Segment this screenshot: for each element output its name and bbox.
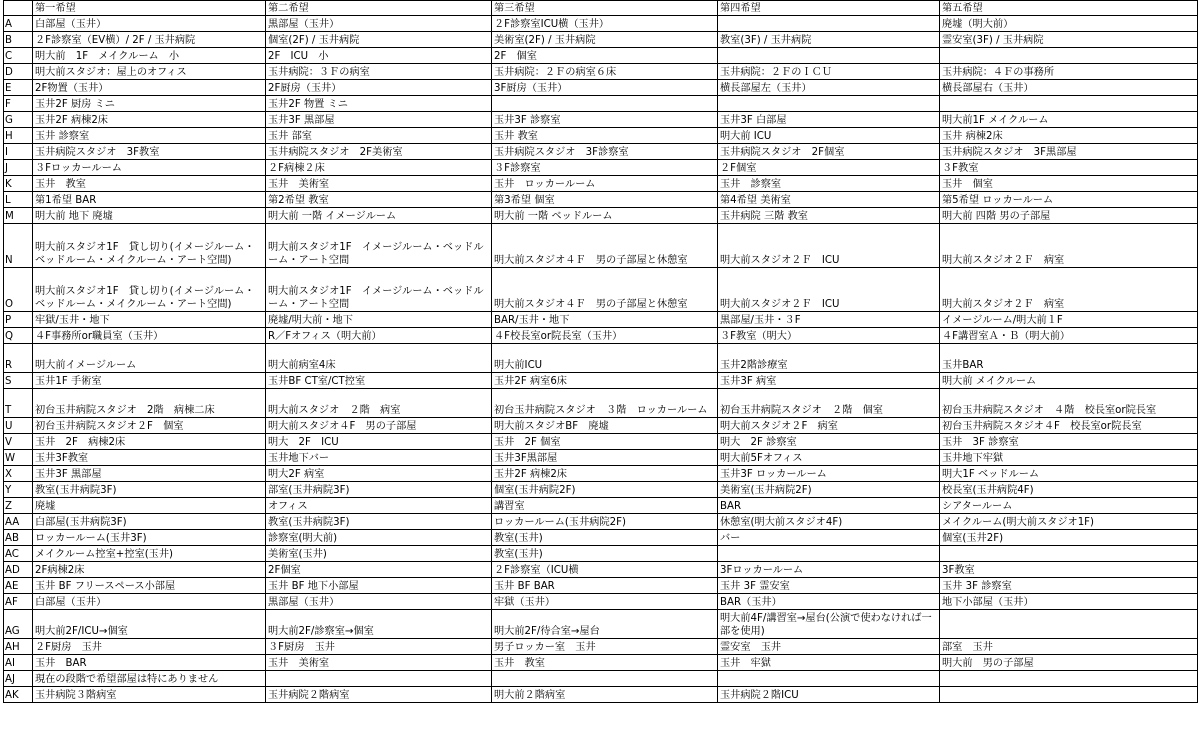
table-cell[interactable]: ３F教室 [940,160,1198,176]
table-cell[interactable]: 明大前スタジオ1F イメージルーム・ベッドルーム・アート空間 [266,224,492,268]
table-cell[interactable]: 初台玉井病院スタジオ ２階 個室 [718,389,940,418]
row-label[interactable]: U [4,418,33,434]
table-cell[interactable]: 明大前スタジオ４Ｆ 男の子部屋と休憩室 [492,224,718,268]
table-cell[interactable]: 玉井3F 黒部屋 [33,466,266,482]
table-cell[interactable]: 明大前 一階 ベッドルーム [492,208,718,224]
table-cell[interactable] [492,671,718,687]
row-label[interactable]: I [4,144,33,160]
table-row [4,546,1198,562]
table-body [4,16,1198,703]
table-cell[interactable]: ロッカールーム(玉井病院2F) [492,514,718,530]
table-cell[interactable]: 玉井 2F 病棟2床 [33,434,266,450]
table-cell[interactable]: 横長部屋左（玉井） [718,80,940,96]
table-row [4,208,1198,224]
table-cell[interactable]: 黒部屋（玉井） [266,16,492,32]
table-cell[interactable]: 明大前 地下 廃墟 [33,208,266,224]
table-row [4,344,1198,373]
table-cell[interactable]: 教室(3F) / 玉井病院 [718,32,940,48]
table-cell[interactable]: 美術室(玉井) [266,546,492,562]
table-cell[interactable]: 横長部屋右（玉井） [940,80,1198,96]
table-cell[interactable]: 明大前 一階 イメージルーム [266,208,492,224]
row-label[interactable]: Z [4,498,33,514]
table-cell[interactable]: 玉井 教室 [33,176,266,192]
table-cell[interactable]: 霊安室(3F) / 玉井病院 [940,32,1198,48]
header-cell[interactable]: 第四希望 [718,1,940,16]
table-cell[interactable] [718,16,940,32]
table-cell[interactable]: 玉井地下バー [266,450,492,466]
row-label[interactable]: R [4,344,33,373]
table-cell[interactable]: 明大前2F/診察室→個室 [266,610,492,639]
table-cell[interactable]: 玉井病院２階病室 [266,687,492,703]
row-label[interactable]: A [4,16,33,32]
table-row [4,655,1198,671]
table-cell[interactable]: 休憩室(明大前スタジオ4F) [718,514,940,530]
table-cell[interactable]: 玉井 ロッカールーム [492,176,718,192]
row-label[interactable]: AG [4,610,33,639]
table-cell[interactable]: 玉井 BF フリースペース小部屋 [33,578,266,594]
table-row [4,498,1198,514]
table-row [4,128,1198,144]
table-cell[interactable]: 初台玉井病院スタジオ 2階 病棟二床 [33,389,266,418]
table-row [4,434,1198,450]
table-cell[interactable]: 玉井 部室 [266,128,492,144]
header-cell[interactable]: 第五希望 [940,1,1198,16]
table-cell[interactable]: ３F厨房 玉井 [266,639,492,655]
header-cell[interactable]: 第三希望 [492,1,718,16]
table-cell[interactable]: 明大前1F メイクルーム [940,112,1198,128]
table-cell[interactable]: 玉井3F 病室 [718,373,940,389]
table-cell[interactable]: 玉井3F黒部屋 [492,450,718,466]
row-label[interactable]: M [4,208,33,224]
table-row [4,32,1198,48]
row-label[interactable]: C [4,48,33,64]
row-label[interactable]: L [4,192,33,208]
table-cell[interactable]: 玉井 病棟2床 [940,128,1198,144]
table-cell[interactable]: 玉井1F 手術室 [33,373,266,389]
table-cell[interactable]: 玉井病院スタジオ 2F美術室 [266,144,492,160]
table-cell[interactable]: ２F厨房 玉井 [33,639,266,655]
table-cell[interactable]: 初台玉井病院スタジオ ３階 ロッカールーム [492,389,718,418]
table-cell[interactable]: 玉井 3F 診察室 [940,434,1198,450]
table-cell[interactable]: 第2希望 教室 [266,192,492,208]
table-cell[interactable]: メイクルーム(明大前スタジオ1F) [940,514,1198,530]
table-cell[interactable]: 白部屋(玉井病院3F) [33,514,266,530]
table-row [4,112,1198,128]
table-cell[interactable]: 明大前スタジオ ２階 病室 [266,389,492,418]
table-cell[interactable]: 2F物置（玉井） [33,80,266,96]
row-label[interactable]: Y [4,482,33,498]
table-cell[interactable]: 校長室(玉井病院4F) [940,482,1198,498]
table-row [4,160,1198,176]
table-cell[interactable]: 霊安室 玉井 [718,639,940,655]
table-cell[interactable]: ３Fロッカールーム [33,160,266,176]
row-label[interactable]: AH [4,639,33,655]
table-cell[interactable]: 明大前２階病室 [492,687,718,703]
table-cell[interactable]: 第1希望 BAR [33,192,266,208]
row-label[interactable]: G [4,112,33,128]
row-label[interactable]: AB [4,530,33,546]
table-cell[interactable]: ２F診察室ICU横（玉井） [492,16,718,32]
table-cell[interactable]: イメージルーム/明大前１F [940,312,1198,328]
table-cell[interactable]: 玉井2F 病棟2床 [492,466,718,482]
table-cell[interactable]: 初台玉井病院スタジオ ４階 校長室or院長室 [940,389,1198,418]
table-cell[interactable]: 第4希望 美術室 [718,192,940,208]
row-label[interactable]: H [4,128,33,144]
table-cell[interactable]: 玉井病院スタジオ 3F黒部屋 [940,144,1198,160]
table-cell[interactable] [940,48,1198,64]
table-cell[interactable]: 明大前スタジオ４F 男の子部屋 [266,418,492,434]
table-cell[interactable]: 2F ICU 小 [266,48,492,64]
table-cell[interactable]: 玉井2F 病室6床 [492,373,718,389]
table-cell[interactable] [940,96,1198,112]
row-label[interactable]: T [4,389,33,418]
table-cell[interactable] [940,610,1198,639]
table-cell[interactable]: 玉井3F 白部屋 [718,112,940,128]
room-preference-table [3,0,1198,703]
table-cell[interactable]: 白部屋（玉井） [33,594,266,610]
table-cell[interactable]: 3Fロッカールーム [718,562,940,578]
row-label[interactable]: O [4,268,33,312]
table-cell[interactable]: 玉井病院：２Ｆの病室６床 [492,64,718,80]
table-row [4,610,1198,639]
table-cell[interactable]: BAR（玉井） [718,594,940,610]
table-cell[interactable]: ２F個室 [718,160,940,176]
table-cell[interactable]: 明大1F ベッドルーム [940,466,1198,482]
table-row [4,48,1198,64]
table-cell[interactable]: 玉井2F 物置 ミニ [266,96,492,112]
row-label[interactable]: AI [4,655,33,671]
row-label[interactable]: B [4,32,33,48]
table-row [4,16,1198,32]
table-cell[interactable]: 廃墟 [33,498,266,514]
table-cell[interactable]: 玉井 2F 個室 [492,434,718,450]
table-cell[interactable] [940,687,1198,703]
table-cell[interactable]: 明大前 メイクルーム [940,373,1198,389]
table-cell[interactable]: 廃墟/明大前・地下 [266,312,492,328]
table-cell[interactable]: 講習室 [492,498,718,514]
table-cell[interactable]: 牢獄（玉井） [492,594,718,610]
table-cell[interactable]: 明大前スタジオ２Ｆ 病室 [940,224,1198,268]
table-cell[interactable]: 玉井病院スタジオ 2F個室 [718,144,940,160]
table-cell[interactable]: 3F教室 [940,562,1198,578]
table-cell[interactable]: 明大 2F 診察室 [718,434,940,450]
table-cell[interactable]: バー [718,530,940,546]
table-row [4,418,1198,434]
table-row [4,530,1198,546]
table-cell[interactable] [718,671,940,687]
table-cell[interactable]: メイクルーム控室+控室(玉井) [33,546,266,562]
table-cell[interactable]: 明大 2F ICU [266,434,492,450]
table-cell[interactable]: 明大前スタジオBF 廃墟 [492,418,718,434]
table-cell[interactable] [718,48,940,64]
table-cell[interactable]: 明大前 1F メイクルーム 小 [33,48,266,64]
header-row [4,1,1198,16]
table-row [4,671,1198,687]
table-cell[interactable]: ３F診察室 [492,160,718,176]
table-cell[interactable]: 男子ロッカー室 玉井 [492,639,718,655]
table-cell[interactable]: 2F病棟2床 [33,562,266,578]
table-row [4,450,1198,466]
table-cell[interactable]: 部室(玉井病院3F) [266,482,492,498]
table-cell[interactable]: 3F厨房（玉井） [492,80,718,96]
table-cell[interactable]: 2F個室 [266,562,492,578]
table-cell[interactable]: 明大前 四階 男の子部屋 [940,208,1198,224]
table-cell[interactable]: 玉井 教室 [492,128,718,144]
table-row [4,80,1198,96]
table-cell[interactable]: 診察室(明大前) [266,530,492,546]
table-cell[interactable]: 明大前スタジオ1F 貸し切り(イメージルーム・ベッドルーム・メイクルーム・アート空間) [33,268,266,312]
table-cell[interactable]: 玉井2F 厨房 ミニ [33,96,266,112]
row-label[interactable]: AE [4,578,33,594]
table-cell[interactable]: ４F事務所or職員室（玉井） [33,328,266,344]
table-cell[interactable]: 玉井 3F 診察室 [940,578,1198,594]
table-cell[interactable]: 明大前2F/ICU→個室 [33,610,266,639]
table-cell[interactable]: 明大前4F/講習室→屋台(公演で使わなければ一部を使用) [718,610,940,639]
table-cell[interactable]: 玉井 BAR [33,655,266,671]
table-cell[interactable]: 廃墟（明大前） [940,16,1198,32]
table-row [4,578,1198,594]
table-cell[interactable]: 明大前イメージルーム [33,344,266,373]
table-cell[interactable] [492,96,718,112]
table-cell[interactable]: ２F診察室（ICU横 [492,562,718,578]
table-cell[interactable]: 第5希望 ロッカールーム [940,192,1198,208]
table-cell[interactable]: 玉井 BF BAR [492,578,718,594]
row-label[interactable]: W [4,450,33,466]
table-cell[interactable]: 明大前スタジオ２Ｆ ICU [718,224,940,268]
table-row [4,687,1198,703]
table-cell[interactable]: R／Fオフィス（明大前） [266,328,492,344]
table-row [4,466,1198,482]
table-cell[interactable]: ロッカールーム(玉井3F) [33,530,266,546]
row-label[interactable]: AD [4,562,33,578]
table-cell[interactable]: 明大前2F/待合室→屋台 [492,610,718,639]
table-cell[interactable]: 玉井2階診療室 [718,344,940,373]
row-label[interactable]: Q [4,328,33,344]
header-cell[interactable]: 第二希望 [266,1,492,16]
table-cell[interactable]: 明大前スタジオ1F 貸し切り(イメージルーム・ベッドルーム・メイクルーム・アート空間) [33,224,266,268]
table-cell[interactable]: ４F講習室Ａ・Ｂ（明大前） [940,328,1198,344]
row-label[interactable]: AK [4,687,33,703]
row-label[interactable]: F [4,96,33,112]
table-cell[interactable]: 教室(玉井病院3F) [266,514,492,530]
table-cell[interactable]: ３F教室（明大） [718,328,940,344]
table-cell[interactable]: 地下小部屋（玉井） [940,594,1198,610]
header-cell[interactable]: 第一希望 [33,1,266,16]
table-cell[interactable]: 玉井 美術室 [266,655,492,671]
table-cell[interactable]: 明大前 男の子部屋 [940,655,1198,671]
table-cell[interactable]: BAR/玉井・地下 [492,312,718,328]
table-cell[interactable]: ２F診察室（EV横）/ 2F / 玉井病院 [33,32,266,48]
table-cell[interactable]: 玉井3F 黒部屋 [266,112,492,128]
table-cell[interactable]: 玉井病院：２ＦのＩＣＵ [718,64,940,80]
table-cell[interactable]: 明大前スタジオ：屋上のオフィス [33,64,266,80]
table-cell[interactable]: 美術室(玉井病院2F) [718,482,940,498]
table-cell[interactable]: 玉井 個室 [940,176,1198,192]
table-cell[interactable]: 明大前スタジオ２F 病室 [718,418,940,434]
table-cell[interactable]: 明大前病室4床 [266,344,492,373]
table-cell[interactable]: 部室 玉井 [940,639,1198,655]
table-cell[interactable]: 玉井地下牢獄 [940,450,1198,466]
table-cell[interactable]: ２F病棟２床 [266,160,492,176]
table-cell[interactable]: 明大前ICU [492,344,718,373]
table-cell[interactable] [266,671,492,687]
table-cell[interactable]: 明大前スタジオ２Ｆ 病室 [940,268,1198,312]
table-cell[interactable]: 教室(玉井病院3F) [33,482,266,498]
row-label[interactable]: D [4,64,33,80]
table-cell[interactable]: 教室(玉井) [492,546,718,562]
row-label[interactable]: AF [4,594,33,610]
row-label[interactable]: E [4,80,33,96]
table-cell[interactable]: 初台玉井病院スタジオ２F 個室 [33,418,266,434]
table-cell[interactable]: 第3希望 個室 [492,192,718,208]
table-row [4,514,1198,530]
row-label[interactable]: S [4,373,33,389]
header-cell[interactable] [4,1,33,16]
table-cell[interactable]: 明大前スタジオ２Ｆ ICU [718,268,940,312]
table-row [4,312,1198,328]
table-row [4,482,1198,498]
table-row [4,328,1198,344]
table-cell[interactable]: 黒部屋（玉井） [266,594,492,610]
table-cell[interactable]: 玉井病院スタジオ 3F教室 [33,144,266,160]
table-cell[interactable] [718,546,940,562]
row-label[interactable]: AA [4,514,33,530]
table-cell[interactable]: 現在の段階で希望部屋は特にありません [33,671,266,687]
table-cell[interactable] [718,96,940,112]
table-cell[interactable]: 玉井病院：４Ｆの事務所 [940,64,1198,80]
row-label[interactable]: V [4,434,33,450]
row-label[interactable]: J [4,160,33,176]
table-cell[interactable]: ４F校長室or院長室（玉井） [492,328,718,344]
table-row [4,176,1198,192]
table-cell[interactable]: 黒部屋/玉井・３F [718,312,940,328]
table-cell[interactable]: 明大前5Fオフィス [718,450,940,466]
table-row [4,96,1198,112]
table-cell[interactable]: 玉井 BF 地下小部屋 [266,578,492,594]
table-cell[interactable]: 玉井病院２階ICU [718,687,940,703]
table-cell[interactable]: 玉井3F教室 [33,450,266,466]
table-cell[interactable]: 玉井病院 三階 教室 [718,208,940,224]
table-cell[interactable]: 2F 個室 [492,48,718,64]
table-cell[interactable]: 玉井 牢獄 [718,655,940,671]
table-row [4,639,1198,655]
table-row [4,64,1198,80]
table-cell[interactable]: 玉井2F 病棟2床 [33,112,266,128]
row-label[interactable]: X [4,466,33,482]
table-cell[interactable]: 玉井 教室 [492,655,718,671]
table-cell[interactable] [940,671,1198,687]
row-label[interactable]: AJ [4,671,33,687]
table-cell[interactable]: 初台玉井病院スタジオ４F 校長室or院長室 [940,418,1198,434]
table-cell[interactable]: 白部屋（玉井） [33,16,266,32]
table-row [4,389,1198,418]
table-row [4,192,1198,208]
table-row [4,373,1198,389]
table-cell[interactable]: 玉井 3F 霊安室 [718,578,940,594]
table-cell[interactable]: 明大前スタジオ４Ｆ 男の子部屋と休憩室 [492,268,718,312]
table-row [4,224,1198,268]
table-cell[interactable]: 明大前 ICU [718,128,940,144]
table-cell[interactable]: 玉井病院：３Ｆの病室 [266,64,492,80]
table-cell[interactable]: 玉井BAR [940,344,1198,373]
table-row [4,594,1198,610]
table-cell[interactable]: 玉井3F ロッカールーム [718,466,940,482]
table-cell[interactable]: 玉井病院３階病室 [33,687,266,703]
row-label[interactable]: P [4,312,33,328]
table-cell[interactable]: 2F厨房（玉井） [266,80,492,96]
table-cell[interactable]: 玉井BF CT室/CT控室 [266,373,492,389]
table-cell[interactable]: 明大2F 病室 [266,466,492,482]
table-cell[interactable]: 玉井病院スタジオ 3F診察室 [492,144,718,160]
table-cell[interactable]: 玉井 診察室 [718,176,940,192]
table-cell[interactable]: 玉井3F 診察室 [492,112,718,128]
table-cell[interactable]: 個室(玉井病院2F) [492,482,718,498]
table-row [4,562,1198,578]
table-cell[interactable] [940,546,1198,562]
table-cell[interactable]: 明大前スタジオ1F イメージルーム・ベッドルーム・アート空間 [266,268,492,312]
table-cell[interactable]: シアタールーム [940,498,1198,514]
table-cell[interactable]: BAR [718,498,940,514]
table-cell[interactable]: 個室(2F) / 玉井病院 [266,32,492,48]
table-cell[interactable]: 教室(玉井) [492,530,718,546]
row-label[interactable]: AC [4,546,33,562]
table-cell[interactable]: 美術室(2F) / 玉井病院 [492,32,718,48]
table-cell[interactable]: オフィス [266,498,492,514]
table-cell[interactable]: 玉井 美術室 [266,176,492,192]
table-cell[interactable]: 個室(玉井2F) [940,530,1198,546]
table-cell[interactable]: 玉井 診察室 [33,128,266,144]
table-row [4,268,1198,312]
table-row [4,144,1198,160]
row-label[interactable]: K [4,176,33,192]
row-label[interactable]: N [4,224,33,268]
table-cell[interactable]: 牢獄/玉井・地下 [33,312,266,328]
